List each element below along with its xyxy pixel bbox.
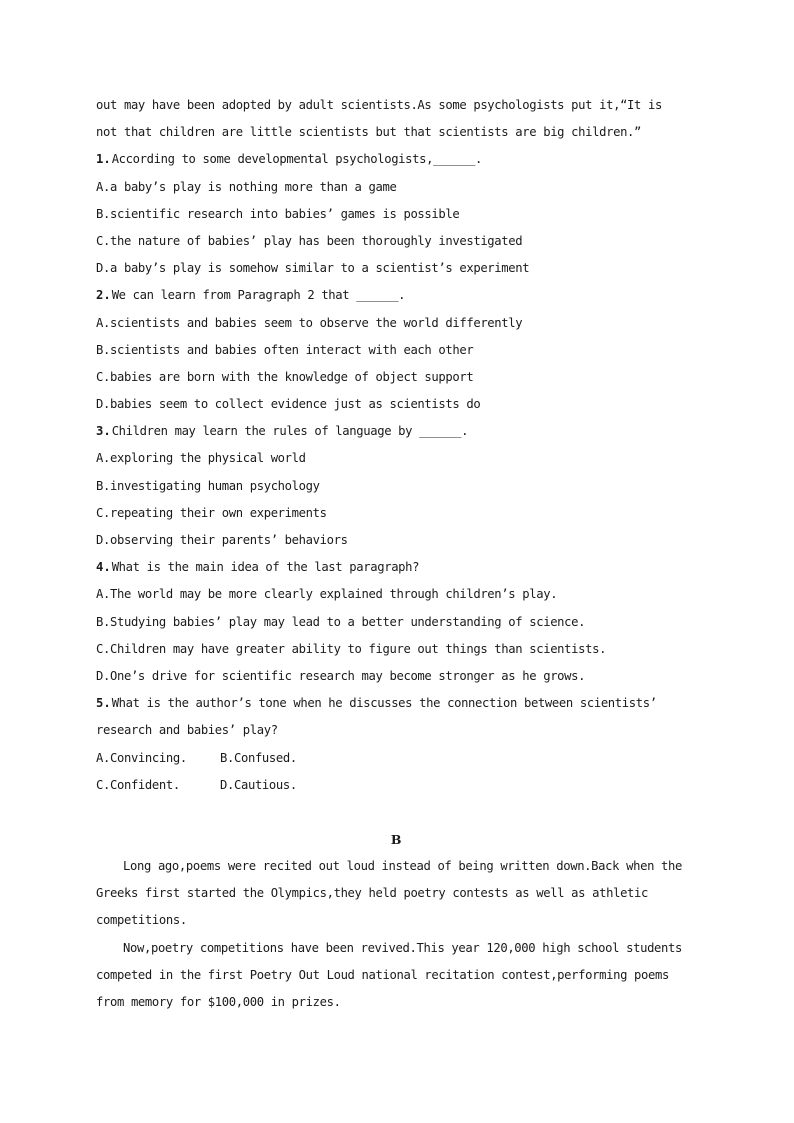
- question-1-option-c: C.the nature of babies’ play has been thoroughly investigated: [96, 233, 523, 248]
- section-spacer: [96, 799, 696, 826]
- question-2-option-d: D.babies seem to collect evidence just as scientists do: [96, 397, 481, 412]
- question-1-option-d: D.a baby’s play is somehow similar to a scientist’s experiment: [96, 261, 530, 276]
- question-1-option-a: A.a baby’s play is nothing more than a game: [96, 179, 397, 194]
- section-b-paragraph-2-line-1: Now,poetry competitions have been revived.This year 120,000 high school students: [123, 940, 683, 955]
- question-number: 1.: [96, 152, 111, 167]
- section-b-paragraph-1-line-3: competitions.: [96, 913, 187, 928]
- question-4-option-b: B.Studying babies’ play may lead to a better understanding of science.: [96, 614, 586, 629]
- question-4-option-d: D.One’s drive for scientific research may become stronger as he grows.: [96, 668, 586, 683]
- question-5-option-a: A.Convincing.: [96, 750, 187, 765]
- question-1-stem: [96, 146, 696, 173]
- question-5-option-b: B.Confused.: [220, 750, 297, 765]
- question-5-stem: [96, 690, 696, 717]
- question-4-option-a: A.The world may be more clearly explained through children’s play.: [96, 587, 558, 602]
- question-number: 2.: [96, 288, 111, 303]
- question-3-option-a: A.exploring the physical world: [96, 451, 306, 466]
- question-text: What is the main idea of the last paragraph?: [111, 560, 420, 575]
- question-5-options-row-2: [96, 772, 696, 799]
- question-3-option-b: B.investigating human psychology: [96, 478, 320, 493]
- question-5-stem-continued: research and babies’ play?: [96, 723, 278, 738]
- question-3-option-d: D.observing their parents’ behaviors: [96, 533, 348, 547]
- section-b-title: B: [390, 831, 402, 847]
- question-number: 3.: [96, 424, 111, 439]
- section-b-paragraph-1-line-2: Greeks first started the Olympics,they held poetry contests as well as athletic: [96, 886, 649, 901]
- passage-a-line-1: out may have been adopted by adult scientists.As some psychologists put it,“It is: [96, 98, 662, 112]
- question-2-option-c: C.babies are born with the knowledge of object support: [96, 369, 474, 384]
- question-text: We can learn from Paragraph 2 that ______.: [111, 288, 406, 303]
- question-text: Children may learn the rules of language by ______.: [111, 424, 469, 439]
- question-3-option-c: C.repeating their own experiments: [96, 505, 327, 520]
- question-2-stem: [96, 282, 696, 309]
- question-5-options-row-1: [96, 745, 696, 772]
- question-number: 5.: [96, 696, 111, 711]
- question-1-option-b: B.scientific research into babies’ games is possible: [96, 206, 460, 221]
- question-number: 4.: [96, 560, 111, 575]
- question-text: What is the author’s tone when he discusses the connection between scientists’: [111, 696, 657, 711]
- question-text: According to some developmental psychologists,______.: [111, 152, 483, 167]
- question-2-option-b: B.scientists and babies often interact with each other: [96, 342, 474, 357]
- passage-a-line-2: not that children are little scientists but that scientists are big children.”: [96, 125, 642, 140]
- question-2-option-a: A.scientists and babies seem to observe the world differently: [96, 315, 523, 330]
- section-b-paragraph-1-line-1: Long ago,poems were recited out loud instead of being written down.Back when the: [123, 859, 683, 874]
- section-b-paragraph-2-line-2: competed in the first Poetry Out Loud national recitation contest,performing poems: [96, 967, 669, 982]
- document-page: [96, 92, 696, 1016]
- question-4-option-c: C.Children may have greater ability to figure out things than scientists.: [96, 641, 607, 656]
- question-4-stem: [96, 554, 696, 581]
- question-3-stem: [96, 418, 696, 445]
- question-5-option-d: D.Cautious.: [220, 777, 297, 792]
- section-b-paragraph-2-line-3: from memory for $100,000 in prizes.: [96, 995, 341, 1009]
- question-5-option-c: C.Confident.: [96, 777, 180, 792]
